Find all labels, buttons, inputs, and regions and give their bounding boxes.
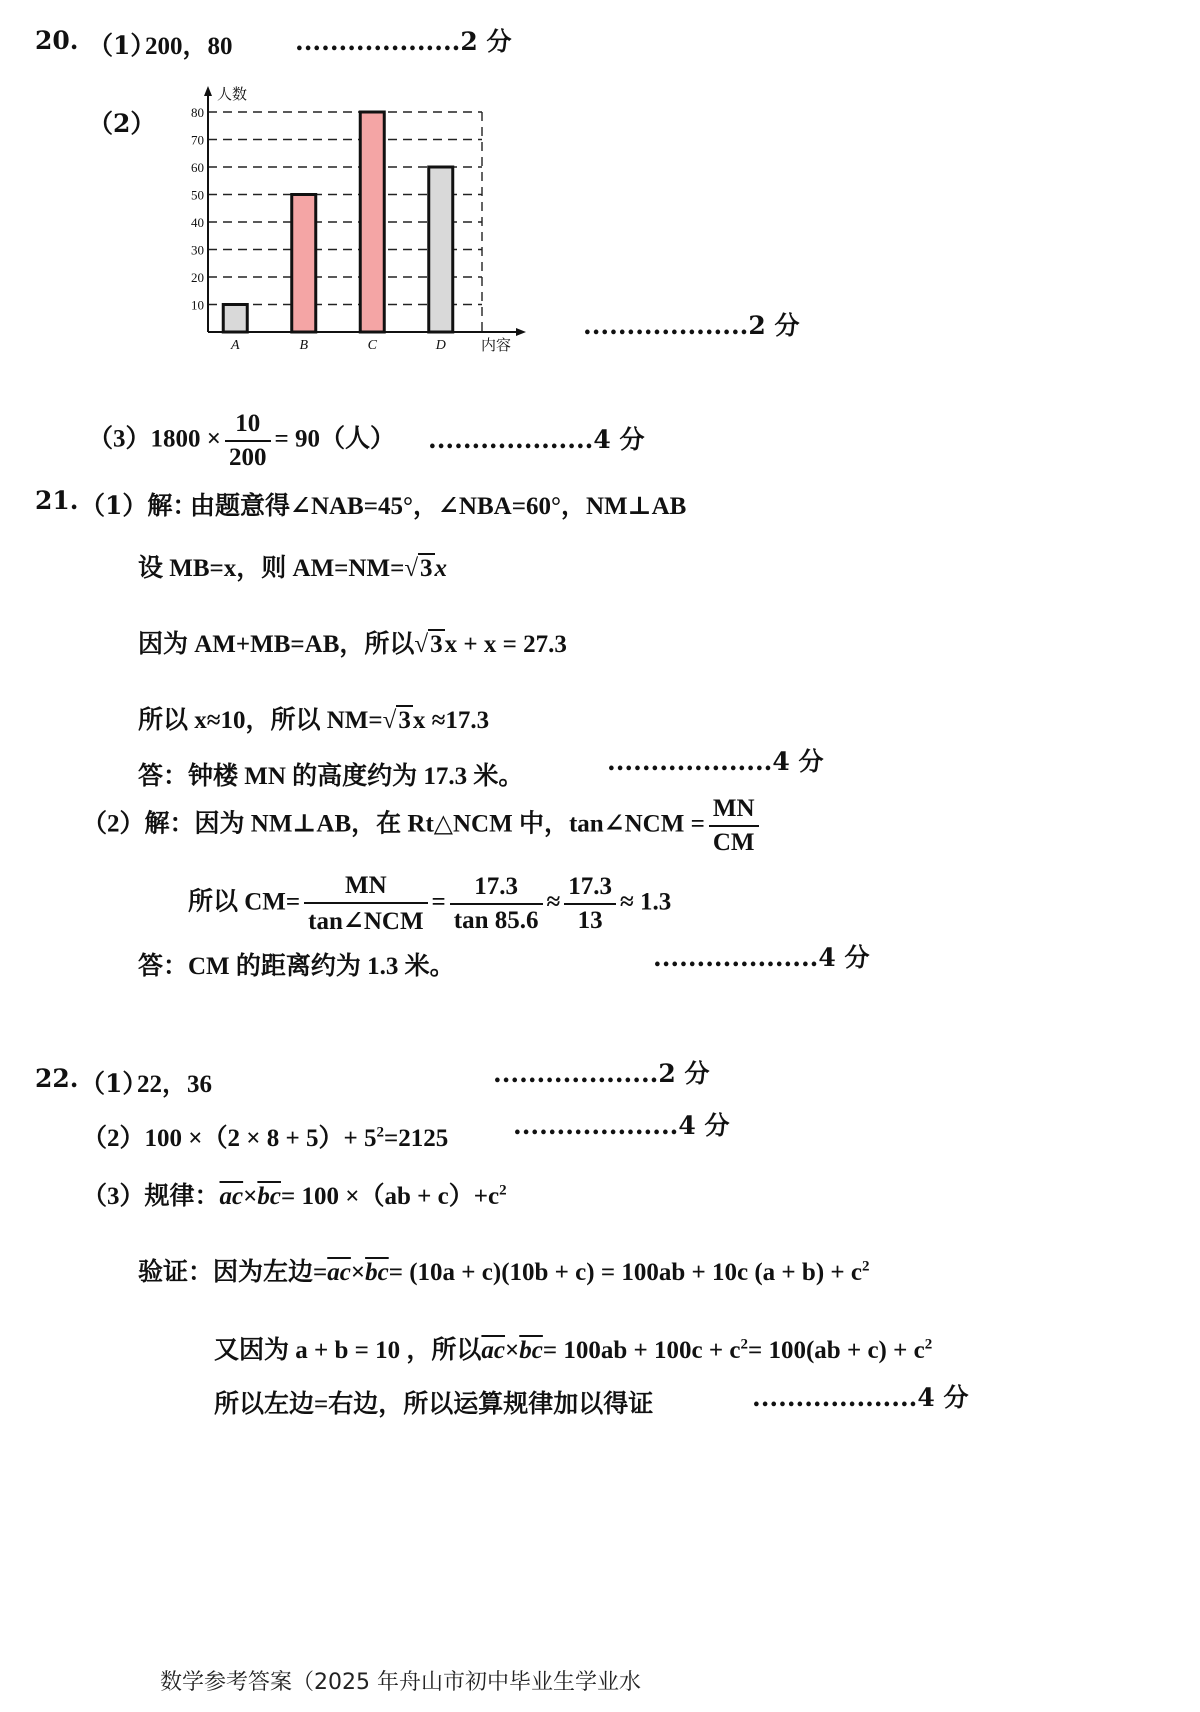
q21-part1-answer: 答：钟楼 MN 的高度约为 17.3 米。 bbox=[138, 763, 524, 790]
x-tick-label-D: D bbox=[435, 338, 446, 353]
q22-part2-result: =2125 bbox=[384, 1125, 449, 1152]
cm-fraction-2 bbox=[450, 873, 543, 935]
y-tick-label: 20 bbox=[191, 270, 204, 285]
q21-line3-text: 因为 AM+MB=AB，所以 bbox=[138, 631, 415, 658]
fraction-denominator: CM bbox=[712, 829, 755, 856]
bar-chart bbox=[175, 82, 535, 357]
sqrt-radicand: 3 bbox=[430, 631, 443, 658]
q22-part2 bbox=[82, 1118, 448, 1154]
fraction-numerator: 17.3 bbox=[564, 873, 616, 905]
q21-line2-var: x bbox=[434, 555, 448, 582]
q21-line4-text: 所以 x≈10，所以 NM= bbox=[138, 707, 383, 734]
q22-verify2-expr2: = 100(ab + c) + c bbox=[747, 1337, 925, 1364]
overline-ac: $\overline{ac}$ bbox=[481, 1337, 506, 1364]
overline-bc: $\overline{bc}$ bbox=[365, 1259, 389, 1286]
q22-part1-points: ...................2 分 bbox=[493, 1059, 710, 1088]
q21-part2-points: ...................4 分 bbox=[653, 943, 870, 972]
bar-A bbox=[223, 305, 247, 333]
y-tick-label: 60 bbox=[191, 160, 204, 175]
fraction-numerator: 10 bbox=[225, 410, 271, 442]
x-axis-title: 内容 bbox=[481, 338, 512, 354]
q20-part3-label: （3） bbox=[88, 425, 151, 453]
q21-part1-points: ...................4 分 bbox=[607, 747, 824, 776]
chart-x-labels bbox=[230, 338, 446, 353]
q21-part2-label: （2）解： bbox=[82, 810, 195, 838]
fraction-denominator: 13 bbox=[577, 907, 603, 934]
overline-ac: $\overline{ac}$ bbox=[219, 1183, 244, 1210]
q22-verify-expr: = (10a + c)(10b + c) = 100ab + 10c (a + b) + c bbox=[388, 1259, 862, 1286]
fraction-denominator: 200 bbox=[229, 444, 267, 471]
q21-part1-label: （1）解： bbox=[80, 491, 198, 520]
q21-part2-text: 因为 NM⊥AB，在 Rt△NCM 中，tan∠NCM = bbox=[194, 810, 705, 838]
q22-rule-expr: = 100 ×（ab + c）+c bbox=[280, 1183, 500, 1210]
q21-line4-eq: x ≈17.3 bbox=[412, 707, 490, 734]
q21-part2-answer: 答：CM 的距离约为 1.3 米。 bbox=[138, 953, 455, 980]
q20-number: 20. bbox=[35, 26, 79, 55]
exponent: 2 bbox=[499, 1182, 507, 1199]
q21-part2-line2 bbox=[188, 872, 671, 936]
fraction-numerator: MN bbox=[304, 872, 427, 904]
overline-bc: $\overline{bc}$ bbox=[257, 1183, 281, 1210]
sqrt-symbol: √3 bbox=[414, 631, 443, 658]
q20-part1-points: ...................2 分 bbox=[295, 27, 512, 56]
q22-part2-points: ...................4 分 bbox=[513, 1111, 730, 1140]
exponent: 2 bbox=[924, 1336, 933, 1353]
q20-part3 bbox=[88, 410, 395, 472]
q21-number: 21. bbox=[35, 486, 79, 515]
q20-part2-points: ...................2 分 bbox=[583, 311, 800, 340]
q21-part1-line1: 由题意得∠NAB=45°，∠NBA=60°，NM⊥AB bbox=[190, 493, 687, 520]
bar-D bbox=[429, 167, 453, 332]
q21-part1-line3 bbox=[138, 624, 567, 660]
q22-verify-line1 bbox=[138, 1252, 870, 1288]
x-tick-label-C: C bbox=[367, 338, 377, 353]
q20-part1-answer: 200，80 bbox=[145, 33, 233, 60]
q22-verify-label: 验证：因为左边= bbox=[138, 1259, 328, 1286]
times-sign: × bbox=[350, 1259, 366, 1286]
page-footer: 数学参考答案（2025 年舟山市初中毕业生学业水 bbox=[160, 1670, 641, 1695]
bar-C bbox=[360, 112, 384, 332]
q22-part1-answer: 22，36 bbox=[137, 1071, 213, 1098]
q22-part2-label: （2） bbox=[82, 1125, 145, 1152]
exponent: 2 bbox=[740, 1336, 748, 1353]
q20-part3-fraction bbox=[225, 410, 271, 472]
sqrt-symbol: √3 bbox=[404, 555, 433, 582]
q22-number: 22. bbox=[35, 1064, 79, 1093]
q22-part3-rule bbox=[82, 1176, 507, 1212]
x-tick-label-A: A bbox=[230, 338, 240, 353]
q20-part2-label: （2） bbox=[88, 109, 156, 138]
q20-part3-points: ...................4 分 bbox=[428, 425, 645, 454]
equals-sign: = bbox=[431, 888, 446, 916]
q20-part3-rhs: = 90（人） bbox=[274, 425, 396, 453]
sqrt-radicand: 3 bbox=[420, 555, 433, 582]
exponent: 2 bbox=[862, 1258, 870, 1275]
q22-verify2-text: 又因为 a + b = 10 ，所以 bbox=[214, 1337, 482, 1364]
bar-B bbox=[292, 195, 316, 333]
x-tick-label-B: B bbox=[299, 338, 309, 353]
overline-bc: $\overline{bc}$ bbox=[519, 1337, 543, 1364]
times-sign: × bbox=[505, 1337, 520, 1364]
y-axis-arrow bbox=[204, 86, 212, 96]
q21-part2-result: ≈ 1.3 bbox=[620, 888, 672, 916]
q22-verify2-expr1: = 100ab + 100c + c bbox=[542, 1337, 741, 1364]
q20-part1-label: （1） bbox=[88, 31, 156, 60]
q22-part1-label: （1） bbox=[80, 1069, 148, 1098]
y-tick-label: 80 bbox=[191, 105, 204, 120]
y-tick-label: 40 bbox=[191, 215, 204, 230]
y-tick-label: 30 bbox=[191, 242, 204, 258]
q21-part1-line2 bbox=[138, 548, 447, 584]
q22-verify-line2 bbox=[214, 1330, 932, 1366]
sqrt-radicand: 3 bbox=[398, 707, 411, 734]
times-sign: × bbox=[243, 1183, 258, 1210]
q21-part2-cm-text: 所以 CM= bbox=[188, 888, 301, 916]
y-axis-title: 人数 bbox=[217, 87, 248, 103]
y-tick-label: 70 bbox=[191, 132, 204, 148]
exponent: 2 bbox=[376, 1124, 384, 1141]
q22-part3-label: （3）规律： bbox=[82, 1183, 220, 1210]
q21-line2-text: 设 MB=x，则 AM=NM= bbox=[138, 555, 405, 582]
q20-part3-lhs: 1800 × bbox=[150, 425, 222, 453]
q21-part2-line1 bbox=[82, 795, 763, 857]
q22-conclusion-points: ...................4 分 bbox=[752, 1383, 969, 1412]
overline-ac: $\overline{ac}$ bbox=[327, 1259, 351, 1286]
q21-part1-line4 bbox=[138, 700, 489, 736]
cm-fraction-3 bbox=[564, 873, 616, 935]
q21-line3-eq: x + x = 27.3 bbox=[444, 631, 567, 658]
approx-sign: ≈ bbox=[546, 888, 561, 916]
x-axis-arrow bbox=[516, 328, 526, 336]
chart-y-ticks bbox=[191, 105, 204, 313]
q22-part2-expr: 100 ×（2 × 8 + 5）+ 5 bbox=[144, 1125, 377, 1152]
sqrt-symbol: √3 bbox=[382, 707, 411, 734]
mn-over-cm-fraction bbox=[709, 795, 759, 857]
y-tick-label: 50 bbox=[191, 187, 204, 203]
y-tick-label: 10 bbox=[191, 297, 204, 313]
cm-fraction-1 bbox=[304, 872, 427, 936]
fraction-denominator: tan∠NCM bbox=[308, 908, 424, 935]
fraction-denominator: tan 85.6 bbox=[453, 907, 539, 934]
fraction-numerator: MN bbox=[709, 795, 759, 827]
q22-conclusion: 所以左边=右边，所以运算规律加以得证 bbox=[214, 1391, 654, 1418]
footer-fade-overlay bbox=[690, 1650, 1200, 1712]
fraction-numerator: 17.3 bbox=[450, 873, 543, 905]
